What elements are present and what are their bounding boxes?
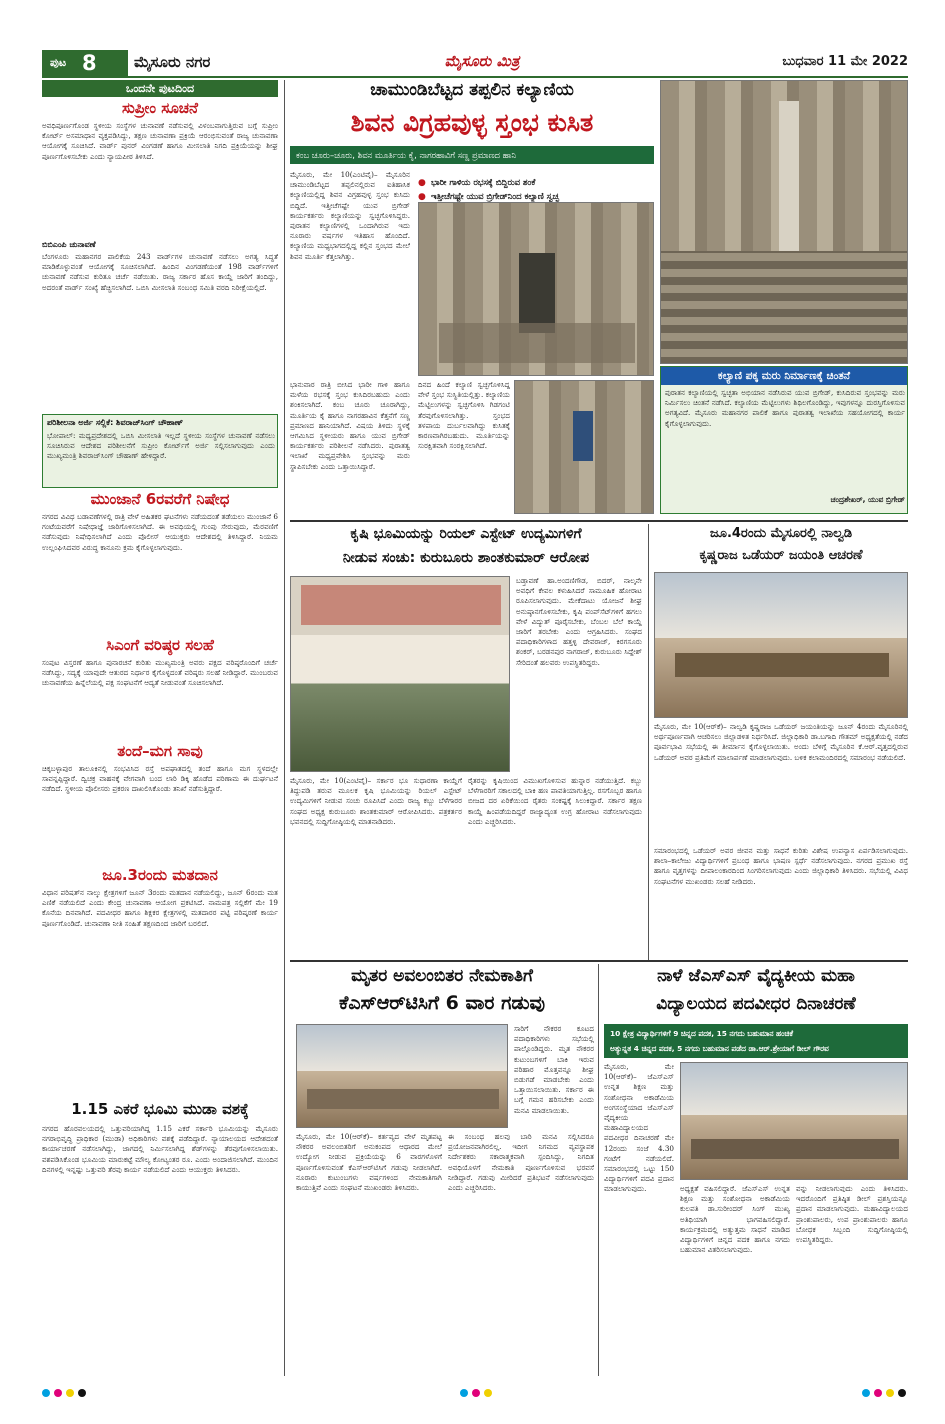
page-label: ಪುಟ (50, 56, 67, 69)
chamundi-body-col1: ಮೈಸೂರು, ಮೇ 10(ಎಂಟಿವೈ)– ಮೈಸೂರಿನ ಚಾಮುಂಡಿಬೆಟ್ಟದ ತಪ್ಪಲಿನಲ್ಲಿರುವ ಐತಿಹಾಸಿಕ ಕಲ್ಯಾಣಿಯಲ್ಲಿದ್ದ ಶಿವನ ವಿಗ್ರಹವುಳ್ಳ ಸ್ತಂಭ ಕುಸಿದು ಬಿದ್ದಿದೆ. ಇತ್ತೀಚೆಗಷ್ಟೇ ಯುವ ಬ್ರಿಗೇಡ್ ಕಾರ್ಯಕರ್ತರು ಕಲ್ಯಾಣಿಯನ್ನು ಸ್ವಚ್ಛಗೊಳಿಸಿದ್ದರು. ಪುರಾತನ ಕಲ್ಯಾಣಿಗಳಲ್ಲಿ ಒಂದಾಗಿರುವ ಇದು ನೂರಾರು ವರ್ಷಗಳ ಇತಿಹಾಸ ಹೊಂದಿದೆ. ಕಲ್ಯಾಣಿಯ ಮಧ್ಯಭಾಗದಲ್ಲಿದ್ದ ಕಲ್ಲಿನ ಸ್ತಂಭದ ಮೇಲೆ ಶಿವನ ಮೂರ್ತಿ ಕೆತ್ತಲಾಗಿತ್ತು. (290, 170, 410, 261)
farm-body-col3: ಬಡ್ತಾವಣೆ ಹಾ.ಅಂದಣಿಗೌಡ, ಬಿದರ್, ನಾಲ್ಕನೇ ಅವಧಿಗೆ ಕೇವಲ ಕಳುಹಿಸಿದರೆ ಸಾಮೂಹಿಕ ಹೋರಾಟ ರೂಪಿಸಲಾಗುವುದು. ಮೇಕೆದಾಟು ಯೋಜನೆ ಶೀಘ್ರ ಅನುಷ್ಠಾನಗೊಳಿಸಬೇಕು, ಕೃಷಿ ಪಂಪ್‌ಸೆಟ್‌ಗಳಿಗೆ ಹಗಲು ವೇಳೆ ವಿದ್ಯುತ್ ಪೂರೈಸಬೇಕು, ಬೆಂಬಲ ಬೆಲೆ ಕಾಯ್ದೆ ಜಾರಿಗೆ ತರಬೇಕು ಎಂದು ಆಗ್ರಹಿಸಿದರು. ಸಂಘದ ಪದಾಧಿಕಾರಿಗಳಾದ ಹತ್ತಳ್ಳಿ ದೇವರಾಜ್, ಕಿರಗಸೂರು ಶಂಕರ್, ಬರಡನಪುರ ನಾಗರಾಜ್, ಕುರುಬೂರು ಸಿದ್ದೇಶ್ ಸೇರಿದಂತೆ ಹಲವರು ಉಪಸ್ಥಿತರಿದ್ದರು. (516, 576, 642, 667)
story-land-body: ನಗರದ ಹೊರವಲಯದಲ್ಲಿ ಒತ್ತುವರಿಯಾಗಿದ್ದ 1.15 ಎಕರೆ ಸರ್ಕಾರಿ ಭೂಮಿಯನ್ನು ಮೈಸೂರು ನಗರಾಭಿವೃದ್ಧಿ ಪ್ರಾಧಿಕಾರ (ಮುಡಾ) ಅಧಿಕಾರಿಗಳು ವಶಕ್ಕೆ ಪಡೆದಿದ್ದಾರೆ. ನ್ಯಾಯಾಲಯದ ಆದೇಶದಂತೆ ಕಾರ್ಯಾಚರಣೆ ನಡೆಸಲಾಗಿದ್ದು, ಜಾಗದಲ್ಲಿ ನಿರ್ಮಿಸಲಾಗಿದ್ದ ಶೆಡ್‌ಗಳನ್ನು ತೆರವುಗೊಳಿಸಲಾಯಿತು. ವಶಪಡಿಸಿಕೊಂಡ ಭೂಮಿಯ ಮಾರುಕಟ್ಟೆ ಮೌಲ್ಯ ಕೋಟ್ಯಂತರ ರೂ. ಎಂದು ಅಂದಾಜಿಸಲಾಗಿದೆ. ಮುಂದಿನ ದಿನಗಳಲ್ಲಿ ಇನ್ನಷ್ಟು ಒತ್ತುವರಿ ತೆರವು ಕಾರ್ಯ ನಡೆಯಲಿದೆ ಎಂದು ಆಯುಕ್ತರು ತಿಳಿಸಿದರು. (42, 1124, 278, 1174)
registration-dot-icon (484, 1389, 492, 1397)
farm-headline-line1: ಕೃಷಿ ಭೂಮಿಯನ್ನು ರಿಯಲ್ ಎಸ್ಟೇಟ್ ಉದ್ಯಮಿಗಳಿಗೆ (350, 526, 582, 542)
registration-dot-icon (874, 1389, 882, 1397)
registration-dot-icon (898, 1389, 906, 1397)
krishnaraja-body-col2: ಸಮಾರಂಭದಲ್ಲಿ ಒಡೆಯರ್ ಅವರ ಜೀವನ ಮತ್ತು ಸಾಧನೆ ಕುರಿತು ವಿಶೇಷ ಉಪನ್ಯಾಸ ಏರ್ಪಡಿಸಲಾಗುವುದು. ಶಾಲಾ–ಕಾಲೇಜು ವಿದ್ಯಾರ್ಥಿಗಳಿಗೆ ಪ್ರಬಂಧ ಹಾಗೂ ಭಾಷಣ ಸ್ಪರ್ಧೆ ನಡೆಸಲಾಗುವುದು. ನಗರದ ಪ್ರಮುಖ ರಸ್ತೆ ಹಾಗೂ ವೃತ್ತಗಳನ್ನು ದೀಪಾಲಂಕಾರದಿಂದ ಸಿಂಗರಿಸಲಾಗುವುದು ಎಂದು ಜಿಲ್ಲಾಧಿಕಾರಿ ತಿಳಿಸಿದರು. ಸಭೆಯಲ್ಲಿ ವಿವಿಧ ಸಂಘಟನೆಗಳ ಮುಖಂಡರು ಸಲಹೆ ನೀಡಿದರು. (654, 846, 908, 886)
kesare-body-col1: ಮೈಸೂರು, ಮೇ 10(ಆರ್‌ಕೆ)– ಕರ್ತವ್ಯದ ವೇಳೆ ಮೃತಪಟ್ಟ ನೌಕರರ ಅವಲಂಬಿತರಿಗೆ ಅನುಕಂಪದ ಆಧಾರದ ಮೇಲೆ ಉದ್ಯೋಗ ನೀಡುವ ಪ್ರಕ್ರಿಯೆಯನ್ನು 6 ವಾರಗಳೊಳಗೆ ಪೂರ್ಣಗೊಳಿಸುವಂತೆ ಕೆಎಸ್‌ಆರ್‌ಟಿಸಿಗೆ ಗಡುವು ನೀಡಲಾಗಿದೆ. ನೂರಾರು ಕುಟುಂಬಗಳು ವರ್ಷಗಳಿಂದ ನೇಮಕಾತಿಗಾಗಿ ಕಾಯುತ್ತಿವೆ ಎಂದು ಸಂಘಟನೆ ಮುಖಂಡರು ತಿಳಿಸಿದರು. (296, 1132, 442, 1193)
registration-dot-icon (460, 1389, 468, 1397)
jss-headline-line1: ನಾಳೆ ಜೆಎಸ್‌ಎಸ್ ವೈದ್ಯಕೀಯ ಮಹಾ (657, 966, 855, 986)
bullet-icon: ● (418, 178, 426, 188)
story-prohibition-body: ನಗರದ ವಿವಿಧ ಬಡಾವಣೆಗಳಲ್ಲಿ ರಾತ್ರಿ ವೇಳೆ ಅಹಿತಕರ ಘಟನೆಗಳು ನಡೆಯದಂತೆ ತಡೆಯಲು ಮುಂಜಾನೆ 6 ಗಂಟೆಯವರೆಗೆ ನಿಷೇಧಾಜ್ಞೆ ಜಾರಿಗೊಳಿಸಲಾಗಿದೆ. ಈ ಅವಧಿಯಲ್ಲಿ ಗುಂಪು ಸೇರುವುದು, ಮೆರವಣಿಗೆ ನಡೆಸುವುದು ನಿಷೇಧಿಸಲಾಗಿದೆ ಎಂದು ಪೊಲೀಸ್ ಆಯುಕ್ತರು ಆದೇಶದಲ್ಲಿ ತಿಳಿಸಿದ್ದಾರೆ. ನಿಯಮ ಉಲ್ಲಂಘಿಸಿದವರ ವಿರುದ್ಧ ಕಾನೂನು ಕ್ರಮ ಕೈಗೊಳ್ಳಲಾಗುವುದು. (42, 512, 278, 552)
farm-body-col2: ರೈತರನ್ನು ಕೃಷಿಯಿಂದ ವಿಮುಖಗೊಳಿಸುವ ಹುನ್ನಾರ ನಡೆಯುತ್ತಿದೆ. ಕಬ್ಬು ಬೆಳೆಗಾರರಿಗೆ ಸಕಾಲದಲ್ಲಿ ಬಾಕಿ ಹಣ ಪಾವತಿಯಾಗುತ್ತಿಲ್ಲ. ರಸಗೊಬ್ಬರ ಹಾಗೂ ಬೀಜದ ದರ ಏರಿಕೆಯಿಂದ ರೈತರು ಸಂಕಷ್ಟಕ್ಕೆ ಸಿಲುಕಿದ್ದಾರೆ. ಸರ್ಕಾರ ತಕ್ಷಣ ಕಾಯ್ದೆ ಹಿಂಪಡೆಯದಿದ್ದರೆ ರಾಜ್ಯಾದ್ಯಂತ ಉಗ್ರ ಹೋರಾಟ ನಡೆಸಲಾಗುವುದು ಎಂದು ಎಚ್ಚರಿಸಿದರು. (468, 776, 642, 826)
chamundi-sidebox (660, 366, 908, 514)
chamundi-bullet-2 (418, 184, 654, 202)
story-prohibition-headline: ಮುಂಜಾನೆ 6ರವರೆಗೆ ನಿಷೇಧ (90, 490, 230, 508)
chamundi-bullet-1 (418, 170, 654, 188)
kesare-headline-line2: ಕೆಎಸ್‌ಆರ್‌ಟಿಸಿಗೆ 6 ವಾರ ಗಡುವು (339, 992, 545, 1014)
jss-headline-line2: ವಿದ್ಯಾಲಯದ ಪದವೀಧರ ದಿನಾಚರಣೆ (656, 994, 856, 1014)
krishnaraja-headline-line1: ಜೂ.4ರಂದು ಮೈಸೂರಲ್ಲಿ ನಾಲ್ವಡಿ (709, 526, 853, 541)
table-shape (307, 1089, 499, 1109)
steps-shape (661, 251, 908, 364)
section-rule (290, 960, 908, 962)
petition-box-title: ಪರಿಶೀಲನಾ ಅರ್ಜಿ ಸಲ್ಲಿಕೆ: ಶಿವರಾಜ್‌ಸಿಂಗ್ ಚೌಹಾಣ್ (47, 418, 184, 427)
issue-date: ಬುಧವಾರ 11 ಮೇ 2022 (782, 54, 908, 69)
krishnaraja-body-col1: ಮೈಸೂರು, ಮೇ 10(ಆರ್‌ಕೆ)– ನಾಲ್ವಡಿ ಕೃಷ್ಣರಾಜ ಒಡೆಯರ್ ಜಯಂತಿಯನ್ನು ಜೂನ್ 4ರಂದು ಮೈಸೂರಿನಲ್ಲಿ ಅರ್ಥಪೂರ್ಣವಾಗಿ ಆಚರಿಸಲು ಜಿಲ್ಲಾಡಳಿತ ನಿರ್ಧರಿಸಿದೆ. ಜಿಲ್ಲಾಧಿಕಾರಿ ಡಾ.ಬಗಾದಿ ಗೌತಮ್ ಅಧ್ಯಕ್ಷತೆಯಲ್ಲಿ ನಡೆದ ಪೂರ್ವಭಾವಿ ಸಭೆಯಲ್ಲಿ ಈ ತೀರ್ಮಾನ ಕೈಗೊಳ್ಳಲಾಯಿತು. ಅಂದು ಬೆಳಿಗ್ಗೆ ಮೈಸೂರಿನ ಕೆ.ಆರ್.ವೃತ್ತದಲ್ಲಿರುವ ಒಡೆಯರ್ ಅವರ ಪ್ರತಿಮೆಗೆ ಮಾಲಾರ್ಪಣೆ ಮಾಡಲಾಗುವುದು. ಬಳಿಕ ಕಲಾಮಂದಿರದಲ್ಲಿ ಸಮಾರಂಭ ನಡೆಯಲಿದೆ. (654, 722, 908, 762)
story-supreme-subhead: ಬಿಬಿಎಂಪಿ ಚುನಾವಣೆ (42, 240, 96, 249)
story-supreme-headline: ಸುಪ್ರೀಂ ಸೂಚನೆ (122, 99, 198, 117)
column-rule (648, 524, 649, 960)
table-shape (675, 653, 889, 677)
pillar-shape (519, 253, 555, 333)
chamundi-photo-cleanup (514, 380, 654, 514)
krishnaraja-headline-line2: ಕೃಷ್ಣರಾಜ ಒಡೆಯರ್ ಜಯಂತಿ ಆಚರಣೆ (699, 548, 863, 563)
story-voting-body: ವಿಧಾನ ಪರಿಷತ್‌ನ ನಾಲ್ಕು ಕ್ಷೇತ್ರಗಳಿಗೆ ಜೂನ್ 3ರಂದು ಮತದಾನ ನಡೆಯಲಿದ್ದು, ಜೂನ್ 6ರಂದು ಮತ ಎಣಿಕೆ ನಡೆಯಲಿದೆ ಎಂದು ಕೇಂದ್ರ ಚುನಾವಣಾ ಆಯೋಗ ಪ್ರಕಟಿಸಿದೆ. ನಾಮಪತ್ರ ಸಲ್ಲಿಕೆಗೆ ಮೇ 19 ಕೊನೆಯ ದಿನವಾಗಿದೆ. ಪದವೀಧರ ಹಾಗೂ ಶಿಕ್ಷಕರ ಕ್ಷೇತ್ರಗಳಲ್ಲಿ ಮತದಾರರ ಪಟ್ಟಿ ಪರಿಷ್ಕರಣೆ ಕಾರ್ಯ ಪೂರ್ಣಗೊಂಡಿದೆ. ಚುನಾವಣಾ ನೀತಿ ಸಂಹಿತೆ ತಕ್ಷಣದಿಂದ ಜಾರಿಗೆ ಬರಲಿದೆ. (42, 888, 278, 928)
kesare-body-col3: ಸಾರಿಗೆ ನೌಕರರ ಕೂಟದ ಪದಾಧಿಕಾರಿಗಳು ಸಭೆಯಲ್ಲಿ ಪಾಲ್ಗೊಂಡಿದ್ದರು. ಮೃತ ನೌಕರರ ಕುಟುಂಬಗಳಿಗೆ ಬಾಕಿ ಇರುವ ಪರಿಹಾರ ಮೊತ್ತವನ್ನೂ ಶೀಘ್ರ ಬಿಡುಗಡೆ ಮಾಡಬೇಕು ಎಂದು ಒತ್ತಾಯಿಸಲಾಯಿತು. ಸರ್ಕಾರ ಈ ಬಗ್ಗೆ ಗಮನ ಹರಿಸಬೇಕು ಎಂದು ಮನವಿ ಮಾಡಲಾಯಿತು. (514, 1024, 594, 1115)
story-supreme-body: ಅವಧಿಪೂರ್ಣಗೊಂಡ ಸ್ಥಳೀಯ ಸಂಸ್ಥೆಗಳ ಚುನಾವಣೆ ನಡೆಸುವಲ್ಲಿ ವಿಳಂಬವಾಗುತ್ತಿರುವ ಬಗ್ಗೆ ಸುಪ್ರೀಂ ಕೋರ್ಟ್ ಅಸಮಾಧಾನ ವ್ಯಕ್ತಪಡಿಸಿದ್ದು, ತಕ್ಷಣ ಚುನಾವಣಾ ಪ್ರಕ್ರಿಯೆ ಆರಂಭಿಸುವಂತೆ ರಾಜ್ಯ ಚುನಾವಣಾ ಆಯೋಗಕ್ಕೆ ಸೂಚಿಸಿದೆ. ವಾರ್ಡ್ ಪುನರ್ ವಿಂಗಡಣೆ ಹಾಗೂ ಮೀಸಲಾತಿ ನಿಗದಿ ಪ್ರಕ್ರಿಯೆಯನ್ನು ಶೀಘ್ರ ಪೂರ್ಣಗೊಳಿಸಬೇಕು ಎಂದು ನ್ಯಾಯಪೀಠ ತಿಳಿಸಿದೆ. (42, 121, 278, 161)
petition-box-body: ಭೋಪಾಲ್: ಮಧ್ಯಪ್ರದೇಶದಲ್ಲಿ ಒಬಿಸಿ ಮೀಸಲಾತಿ ಇಲ್ಲದೆ ಸ್ಥಳೀಯ ಸಂಸ್ಥೆಗಳ ಚುನಾವಣೆ ನಡೆಸಲು ಸೂಚಿಸಿರುವ ಆದೇಶದ ಪರಿಶೀಲನೆಗೆ ಸುಪ್ರೀಂ ಕೋರ್ಟ್‌ಗೆ ಅರ್ಜಿ ಸಲ್ಲಿಸಲಾಗುವುದು ಎಂದು ಮುಖ್ಯಮಂತ್ರಿ ಶಿವರಾಜ್‌ಸಿಂಗ್ ಚೌಹಾಣ್ ಹೇಳಿದ್ದಾರೆ. (47, 431, 275, 461)
jss-body-col2: ಅಧ್ಯಕ್ಷತೆ ವಹಿಸಲಿದ್ದಾರೆ. ಜೆಎಸ್‌ಎಸ್ ಉನ್ನತ ಶಿಕ್ಷಣ ಮತ್ತು ಸಂಶೋಧನಾ ಅಕಾಡೆಮಿಯ ಕುಲಪತಿ ಡಾ.ಸುರೀಂದರ್ ಸಿಂಗ್ ಮುಖ್ಯ ಅತಿಥಿಯಾಗಿ ಭಾಗವಹಿಸಲಿದ್ದಾರೆ. ಕಾರ್ಯಕ್ರಮದಲ್ಲಿ ಅತ್ಯುತ್ತಮ ಸಾಧನೆ ಮಾಡಿದ ವಿದ್ಯಾರ್ಥಿಗಳಿಗೆ ಚಿನ್ನದ ಪದಕ ಹಾಗೂ ನಗದು ಬಹುಮಾನ ವಿತರಿಸಲಾಗುವುದು. (680, 1184, 790, 1255)
petition-box (42, 414, 278, 488)
chamundi-sidebox-byline: ಚಂದ್ರಶೇಖರ್, ಯುವ ಬ್ರಿಗೇಡ್ (830, 495, 905, 504)
story-advice-body: ಸಂಪುಟ ವಿಸ್ತರಣೆ ಹಾಗೂ ಪುನಾರಚನೆ ಕುರಿತು ಮುಖ್ಯಮಂತ್ರಿ ಅವರು ಪಕ್ಷದ ವರಿಷ್ಠರೊಂದಿಗೆ ಚರ್ಚೆ ನಡೆಸಿದ್ದು, ಸದ್ಯಕ್ಕೆ ಯಾವುದೇ ಆತುರದ ನಿರ್ಧಾರ ಕೈಗೊಳ್ಳದಂತೆ ವರಿಷ್ಠರು ಸಲಹೆ ನೀಡಿದ್ದಾರೆ. ಮುಂಬರುವ ಚುನಾವಣೆಯ ಹಿನ್ನೆಲೆಯಲ್ಲಿ ಪಕ್ಷ ಸಂಘಟನೆಗೆ ಆದ್ಯತೆ ನೀಡುವಂತೆ ಸೂಚಿಸಲಾಗಿದೆ. (42, 658, 278, 688)
chamundi-sidebox-body: ಪುರಾತನ ಕಲ್ಯಾಣಿಯಲ್ಲಿ ಸ್ವಚ್ಛತಾ ಅಭಿಯಾನ ನಡೆಸಿರುವ ಯುವ ಬ್ರಿಗೇಡ್, ಕುಸಿದಿರುವ ಸ್ತಂಭವನ್ನು ಮರು ನಿರ್ಮಿಸಲು ಚಿಂತನೆ ನಡೆಸಿದೆ. ಕಲ್ಯಾಣಿಯ ಮೆಟ್ಟಿಲುಗಳು ಶಿಥಿಲಗೊಂಡಿದ್ದು, ಇವುಗಳನ್ನೂ ದುರಸ್ತಿಗೊಳಿಸುವ ಅಗತ್ಯವಿದೆ. ಮೈಸೂರು ಮಹಾನಗರ ಪಾಲಿಕೆ ಹಾಗೂ ಪುರಾತತ್ವ ಇಲಾಖೆಯ ಸಹಯೋಗದಲ್ಲಿ ಕಾರ್ಯ ಕೈಗೊಳ್ಳಲಾಗುವುದು. (665, 388, 905, 428)
registration-marks (42, 1386, 908, 1400)
registration-dot-icon (42, 1389, 50, 1397)
section-rule (290, 520, 908, 522)
chamundi-body-col3: ದಿನದ ಹಿಂದೆ ಕಲ್ಯಾಣಿ ಸ್ವಚ್ಛಗೊಳಿಸಿದ್ದ ವೇಳೆ ಸ್ತಂಭ ಸುಸ್ಥಿತಿಯಲ್ಲಿತ್ತು. ಕಲ್ಯಾಣಿಯ ಮೆಟ್ಟಿಲುಗಳನ್ನು ಸ್ವಚ್ಛಗೊಳಿಸಿ ಗಿಡಗಂಟಿ ತೆರವುಗೊಳಿಸಲಾಗಿತ್ತು. ಸ್ತಂಭದ ತಳಪಾಯ ದುರ್ಬಲವಾಗಿದ್ದು ಕುಸಿತಕ್ಕೆ ಕಾರಣವಾಗಿರಬಹುದು. ಮೂರ್ತಿಯನ್ನು ಸುರಕ್ಷಿತವಾಗಿ ಸಂರಕ್ಷಿಸಲಾಗಿದೆ. (418, 380, 510, 451)
pillar-shape (779, 101, 799, 251)
rubble-shape (439, 323, 635, 363)
kesare-photo-meeting (296, 1024, 508, 1128)
story-land-headline: 1.15 ಎಕರೆ ಭೂಮಿ ಮುಡಾ ವಶಕ್ಕೆ (71, 1100, 249, 1118)
figure-shape (573, 411, 593, 461)
kesare-body-col2: ಈ ಸಂಬಂಧ ಹಲವು ಬಾರಿ ಮನವಿ ಸಲ್ಲಿಸಿದರೂ ಪ್ರಯೋಜನವಾಗಿರಲಿಲ್ಲ. ಇದೀಗ ನಿಗಮದ ವ್ಯವಸ್ಥಾಪಕ ನಿರ್ದೇಶಕರು ಸಕಾರಾತ್ಮಕವಾಗಿ ಸ್ಪಂದಿಸಿದ್ದು, ನಿಗದಿತ ಅವಧಿಯೊಳಗೆ ನೇಮಕಾತಿ ಪೂರ್ಣಗೊಳಿಸುವ ಭರವಸೆ ನೀಡಿದ್ದಾರೆ. ಗಡುವು ಮೀರಿದರೆ ಪ್ರತಿಭಟನೆ ನಡೆಸಲಾಗುವುದು ಎಂದು ಎಚ್ಚರಿಸಿದರು. (448, 1132, 594, 1193)
registration-dot-icon (66, 1389, 74, 1397)
chamundi-headline-line2: ಶಿವನ ವಿಗ್ರಹವುಳ್ಳ ಸ್ತಂಭ ಕುಸಿತ (350, 108, 594, 137)
registration-dot-icon (862, 1389, 870, 1397)
column-rule (284, 80, 285, 1376)
story-supreme-body2: ಬೆಂಗಳೂರು ಮಹಾನಗರ ಪಾಲಿಕೆಯ 243 ವಾರ್ಡ್‌ಗಳ ಚುನಾವಣೆ ನಡೆಸಲು ಅಗತ್ಯ ಸಿದ್ಧತೆ ಮಾಡಿಕೊಳ್ಳುವಂತೆ ಆಯೋಗಕ್ಕೆ ಸೂಚಿಸಲಾಗಿದೆ. ಹಿಂದಿನ ವಿಂಗಡಣೆಯಂತೆ 198 ವಾರ್ಡ್‌ಗಳಿಗೆ ಚುನಾವಣೆ ನಡೆಸುವ ಕುರಿತೂ ಚರ್ಚೆ ನಡೆಯಿತು. ರಾಜ್ಯ ಸರ್ಕಾರ ಹೊಸ ಕಾಯ್ದೆ ಜಾರಿಗೆ ತಂದಿದ್ದು, ಅದರಂತೆ ವಾರ್ಡ್ ಸಂಖ್ಯೆ ಹೆಚ್ಚಿಸಲಾಗಿದೆ. ಒಬಿಸಿ ಮೀಸಲಾತಿ ಸಂಬಂಧ ಸಮಿತಿ ವರದಿ ನಿರೀಕ್ಷೆಯಲ್ಲಿದೆ. (42, 252, 278, 292)
masthead (42, 50, 908, 76)
chamundi-headline-line1: ಚಾಮುಂಡಿಬೆಟ್ಟದ ತಪ್ಪಲಿನ ಕಲ್ಯಾಣಿಯ (370, 80, 574, 100)
farm-photo-press-meet (290, 576, 510, 772)
masthead-rule (42, 76, 908, 78)
chamundi-bullet-2-text: ಇತ್ತೀಚೆಗಷ್ಟೇ ಯುವ ಬ್ರಿಗೇಡ್‌ನಿಂದ ಕಲ್ಯಾಣಿ ಸ್ವಚ್ಛ (430, 191, 559, 201)
jss-strap (604, 1024, 908, 1058)
story-death-body: ಚಿಕ್ಕಬಳ್ಳಾಪುರ ತಾಲೂಕಿನಲ್ಲಿ ಸಂಭವಿಸಿದ ರಸ್ತೆ ಅಪಘಾತದಲ್ಲಿ ತಂದೆ ಹಾಗೂ ಮಗ ಸ್ಥಳದಲ್ಲೇ ಸಾವನ್ನಪ್ಪಿದ್ದಾರೆ. ದ್ವಿಚಕ್ರ ವಾಹನಕ್ಕೆ ವೇಗವಾಗಿ ಬಂದ ಲಾರಿ ಡಿಕ್ಕಿ ಹೊಡೆದ ಪರಿಣಾಮ ಈ ದುರ್ಘಟನೆ ನಡೆದಿದೆ. ಸ್ಥಳೀಯ ಪೊಲೀಸರು ಪ್ರಕರಣ ದಾಖಲಿಸಿಕೊಂಡು ತನಿಖೆ ನಡೆಸುತ್ತಿದ್ದಾರೆ. (42, 764, 278, 794)
paper-name: ಮೈಸೂರು ಮಿತ್ರ (444, 52, 520, 70)
farm-body-col1: ಮೈಸೂರು, ಮೇ 10(ಎಂಟಿವೈ)– ಸರ್ಕಾರ ಭೂ ಸುಧಾರಣಾ ಕಾಯ್ದೆಗೆ ತಿದ್ದುಪಡಿ ತರುವ ಮೂಲಕ ಕೃಷಿ ಭೂಮಿಯನ್ನು ರಿಯಲ್ ಎಸ್ಟೇಟ್ ಉದ್ಯಮಿಗಳಿಗೆ ನೀಡುವ ಸಂಚು ರೂಪಿಸಿದೆ ಎಂದು ರಾಜ್ಯ ಕಬ್ಬು ಬೆಳೆಗಾರರ ಸಂಘದ ಅಧ್ಯಕ್ಷ ಕುರುಬೂರು ಶಾಂತಕುಮಾರ್ ಆರೋಪಿಸಿದರು. ಪತ್ರಕರ್ತರ ಭವನದಲ್ಲಿ ಸುದ್ದಿಗೋಷ್ಠಿಯಲ್ಲಿ ಮಾತನಾಡಿದರು. (290, 776, 462, 826)
jss-bullet-2: ಅತ್ಯುನ್ನತ 4 ಚಿನ್ನದ ಪದಕ, 5 ನಗದು ಬಹುಮಾನ ಪಡೆದ ಡಾ.ಆರ್.ಶ್ರೇಯಾಗೆ ಡೀಲ್ ಗೌರವ (610, 1044, 829, 1053)
story-voting-headline: ಜೂ.3ರಂದು ಮತದಾನ (102, 866, 218, 884)
chamundi-photo-kalyani (660, 80, 908, 364)
jss-body-col3: ವನ್ನು ನೀಡಲಾಗುವುದು ಎಂದು ತಿಳಿಸಿದರು. ಇದರೊಂದಿಗೆ ಪ್ರತಿಷ್ಠಿತ ಡೀಲ್ ಪ್ರಶಸ್ತಿಯನ್ನೂ ಪ್ರದಾನ ಮಾಡಲಾಗುವುದು. ಮಹಾವಿದ್ಯಾಲಯದ ಪ್ರಾಂಶುಪಾಲರು, ಉಪ ಪ್ರಾಂಶುಪಾಲರು ಹಾಗೂ ಬೋಧಕ ಸಿಬ್ಬಂದಿ ಸುದ್ದಿಗೋಷ್ಠಿಯಲ್ಲಿ ಉಪಸ್ಥಿತರಿದ್ದರು. (796, 1184, 908, 1245)
registration-dot-icon (54, 1389, 62, 1397)
registration-dot-icon (886, 1389, 894, 1397)
jss-photo-press-meet (680, 1062, 908, 1180)
registration-dot-icon (472, 1389, 480, 1397)
continued-banner: ಒಂದನೇ ಪುಟದಿಂದ (42, 80, 278, 97)
page-badge (42, 50, 128, 76)
chamundi-photo-fallen-pillar (418, 202, 654, 376)
registration-dot-icon (78, 1389, 86, 1397)
krishnaraja-photo-meeting (654, 572, 908, 718)
chamundi-strap: ಕಂಬ ಚೂರು–ಚೂರು, ಶಿವನ ಮೂರ್ತಿಯ ಕೈ, ನಾಗರಹಾವಿಗೆ ಸಣ್ಣ ಪ್ರಮಾಣದ ಹಾನಿ (290, 146, 654, 164)
table-shape (691, 1139, 899, 1159)
farm-headline-line2: ನೀಡುವ ಸಂಚು: ಕುರುಬೂರು ಶಾಂತಕುಮಾರ್ ಆರೋಪ (342, 550, 590, 566)
kesare-headline-line1: ಮೃತರ ಅವಲಂಬಿತರ ನೇಮಕಾತಿಗೆ (351, 966, 533, 986)
banner-shape (301, 585, 501, 625)
story-advice-headline: ಸಿಎಂಗೆ ವರಿಷ್ಠರ ಸಲಹೆ (106, 636, 214, 654)
story-death-headline: ತಂದೆ–ಮಗ ಸಾವು (117, 742, 203, 760)
chamundi-bullet-1-text: ಭಾರೀ ಗಾಳಿಯ ರಭಸಕ್ಕೆ ಬಿದ್ದಿರುವ ಶಂಕೆ (430, 177, 536, 187)
chamundi-sidebox-title: ಕಲ್ಯಾಣಿ ಪಕ್ಕ ಮರು ನಿರ್ಮಾಣಕ್ಕೆ ಚಿಂತನೆ (661, 367, 907, 385)
bullet-icon: ● (418, 192, 426, 202)
chamundi-body-col2: ಭಾನುವಾರ ರಾತ್ರಿ ಬೀಸಿದ ಭಾರೀ ಗಾಳಿ ಹಾಗೂ ಮಳೆಯ ರಭಸಕ್ಕೆ ಸ್ತಂಭ ಕುಸಿದಿರಬಹುದು ಎಂದು ಶಂಕಿಸಲಾಗಿದೆ. ಕಂಬ ಚೂರು ಚೂರಾಗಿದ್ದು, ಮೂರ್ತಿಯ ಕೈ ಹಾಗೂ ನಾಗರಹಾವಿನ ಕೆತ್ತನೆಗೆ ಸಣ್ಣ ಪ್ರಮಾಣದ ಹಾನಿಯಾಗಿದೆ. ವಿಷಯ ತಿಳಿದು ಸ್ಥಳಕ್ಕೆ ಆಗಮಿಸಿದ ಸ್ಥಳೀಯರು ಹಾಗೂ ಯುವ ಬ್ರಿಗೇಡ್ ಕಾರ್ಯಕರ್ತರು ಪರಿಶೀಲನೆ ನಡೆಸಿದರು. ಪುರಾತತ್ವ ಇಲಾಖೆ ಮಧ್ಯಪ್ರವೇಶಿಸಿ ಸ್ತಂಭವನ್ನು ಮರು ಸ್ಥಾಪಿಸಬೇಕು ಎಂದು ಒತ್ತಾಯಿಸಿದ್ದಾರೆ. (290, 380, 410, 471)
jss-body-col1: ಮೈಸೂರು, ಮೇ 10(ಆರ್‌ಕೆ)– ಜೆಎಸ್‌ಎಸ್ ಉನ್ನತ ಶಿಕ್ಷಣ ಮತ್ತು ಸಂಶೋಧನಾ ಅಕಾಡೆಮಿಯ ಅಂಗಸಂಸ್ಥೆಯಾದ ಜೆಎಸ್‌ಎಸ್ ವೈದ್ಯಕೀಯ ಮಹಾವಿದ್ಯಾಲಯದ ಪದವೀಧರ ದಿನಾಚರಣೆ ಮೇ 12ರಂದು ಸಂಜೆ 4.30 ಗಂಟೆಗೆ ನಡೆಯಲಿದೆ. ಸಮಾರಂಭದಲ್ಲಿ ಒಟ್ಟು 150 ವಿದ್ಯಾರ್ಥಿಗಳಿಗೆ ಪದವಿ ಪ್ರದಾನ ಮಾಡಲಾಗುವುದು. (604, 1062, 674, 1194)
column-rule (598, 964, 599, 1376)
page-number: 8 (82, 51, 97, 75)
jss-bullet-1: 10 ಕ್ಷೇತ್ರ ವಿದ್ಯಾರ್ಥಿಗಳಿಗೆ 9 ಚಿನ್ನದ ಪದಕ, 15 ನಗದು ಬಹುಮಾನ ಹಂಚಿಕೆ (610, 1029, 794, 1038)
section-title: ಮೈಸೂರು ನಗರ (134, 53, 211, 71)
